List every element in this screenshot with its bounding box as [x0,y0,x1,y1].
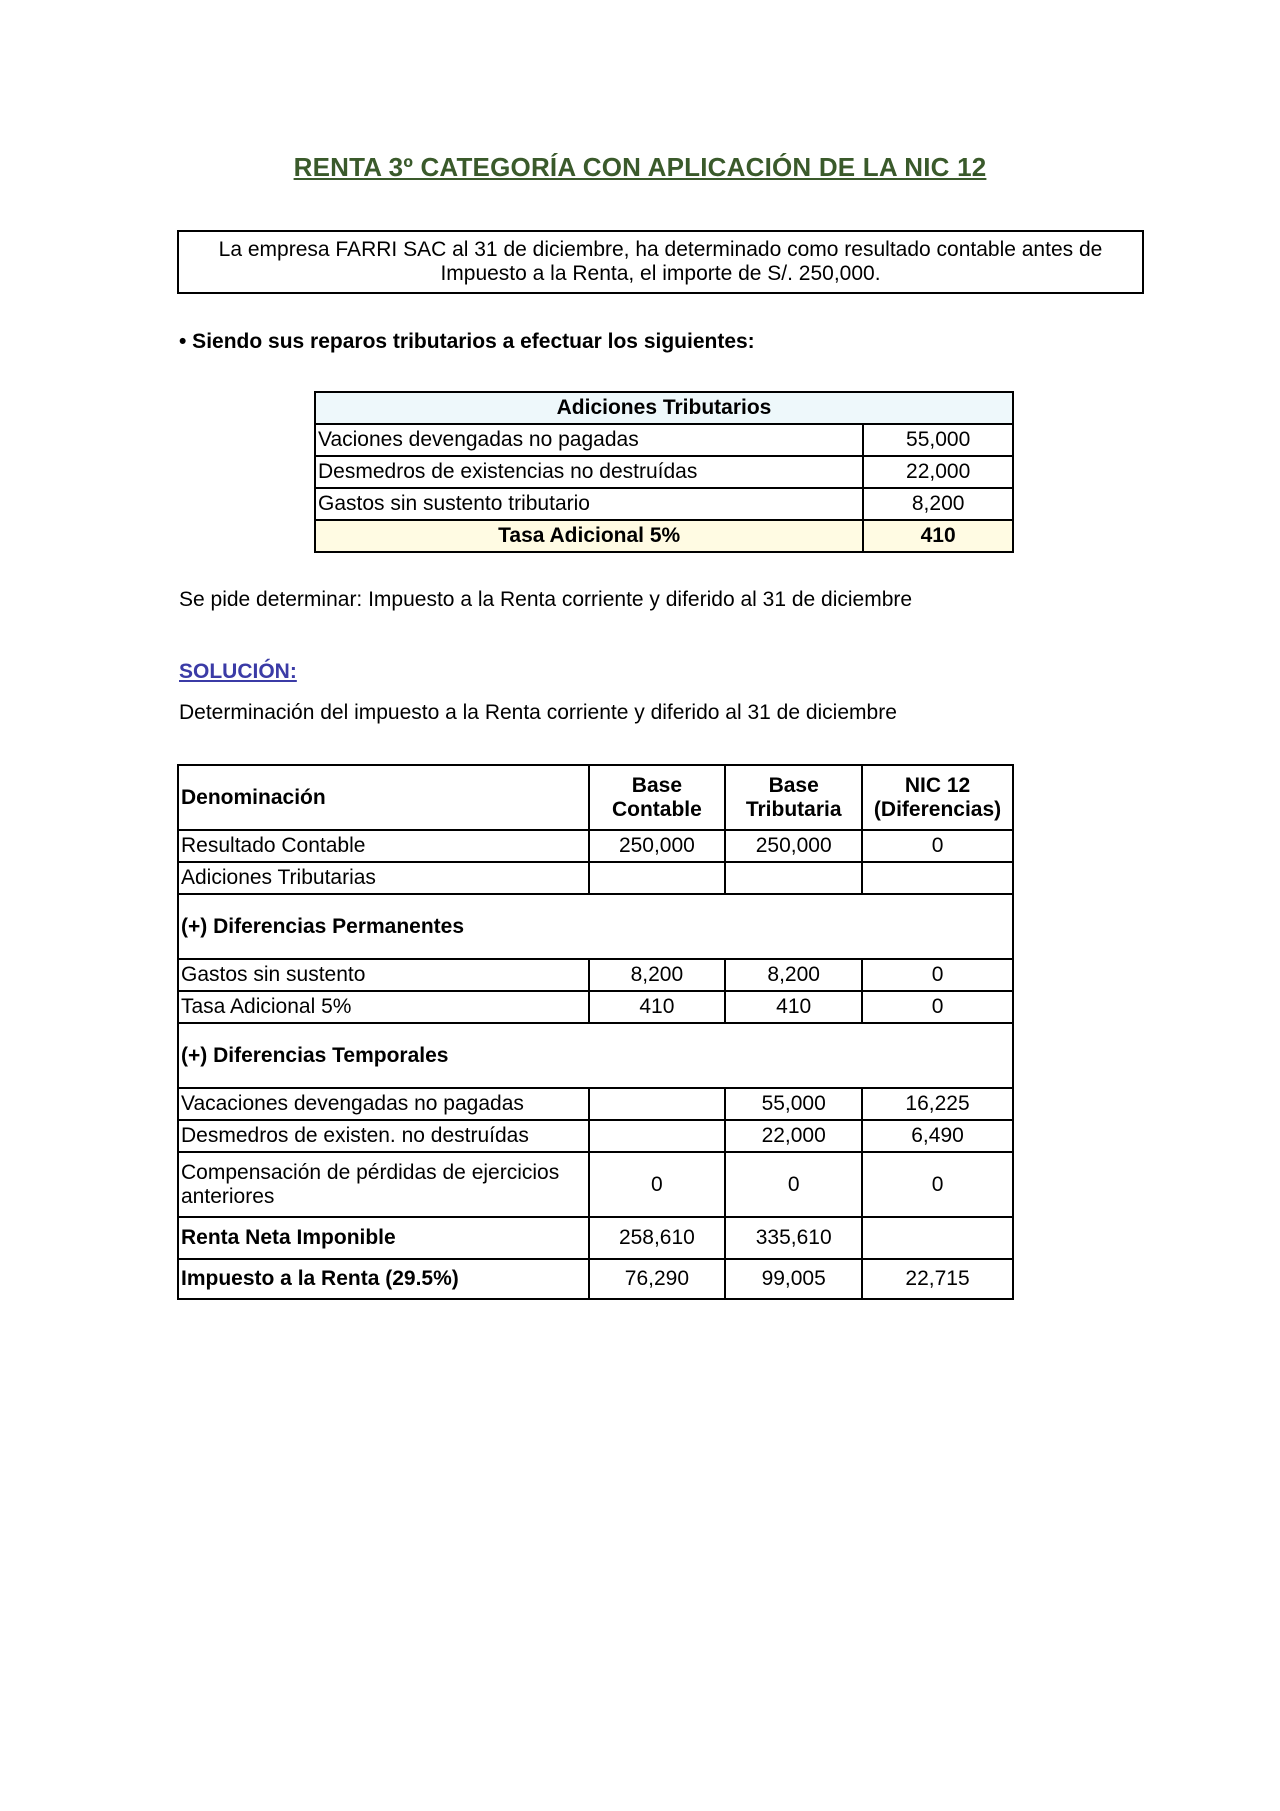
addition-label: Vaciones devengadas no pagadas [315,424,863,456]
cell-base-contable: 76,290 [589,1259,726,1299]
cell-nic12: 0 [862,1152,1013,1217]
solution-header-row [178,765,1013,830]
cell-base-contable [589,1120,726,1152]
cell-base-tributaria: 410 [725,991,862,1023]
addition-label: Gastos sin sustento tributario [315,488,863,520]
page-title: RENTA 3º CATEGORÍA CON APLICACIÓN DE LA NIC 12 [293,152,987,182]
table-row [178,830,1013,862]
cell-nic12: 16,225 [862,1088,1013,1120]
cell-base-tributaria: 99,005 [725,1259,862,1299]
cell-base-contable: 0 [589,1152,726,1217]
table-row [315,456,1013,488]
table-row-impuesto [178,1259,1013,1299]
section-row [178,1023,1013,1088]
intro-text: La empresa FARRI SAC al 31 de diciembre, ha determinado como resultado contable antes de Impuesto a la Renta, el importe de S/. 250,000. [218,238,1103,285]
intro-box [177,230,1144,294]
cell-nic12: 6,490 [862,1120,1013,1152]
additions-header-row [315,392,1013,424]
cell-base-contable: 250,000 [589,830,726,862]
cell-base-contable: 410 [589,991,726,1023]
additions-footer-row [315,520,1013,552]
table-row [178,1152,1013,1217]
cell-base-contable: 258,610 [589,1217,726,1259]
reparos-heading: • Siendo sus reparos tributarios a efectuar los siguientes: [179,330,755,353]
cell-base-tributaria: 22,000 [725,1120,862,1152]
cell-nic12: 0 [862,959,1013,991]
table-row [178,1120,1013,1152]
cell-base-tributaria: 0 [725,1152,862,1217]
addition-amount: 8,200 [863,488,1013,520]
cell-nic12 [862,862,1013,894]
cell-nic12: 0 [862,830,1013,862]
table-row [178,862,1013,894]
section-header-temporales: (+) Diferencias Temporales [178,1023,1013,1088]
row-label: Adiciones Tributarias [178,862,589,894]
table-row [178,959,1013,991]
addition-footer-label: Tasa Adicional 5% [315,520,863,552]
header-base-contable: Base Contable [589,765,726,830]
row-label: Impuesto a la Renta (29.5%) [178,1259,589,1299]
cell-base-tributaria: 8,200 [725,959,862,991]
solution-label: SOLUCIÓN: [179,660,297,683]
cell-nic12 [862,1217,1013,1259]
section-header-permanentes: (+) Diferencias Permanentes [178,894,1013,959]
solution-description: Determinación del impuesto a la Renta corriente y diferido al 31 de diciembre [179,701,897,724]
table-row-renta-neta [178,1217,1013,1259]
cell-nic12: 22,715 [862,1259,1013,1299]
cell-base-tributaria [725,862,862,894]
header-nic12: NIC 12 (Diferencias) [862,765,1013,830]
prompt-text: Se pide determinar: Impuesto a la Renta corriente y diferido al 31 de diciembre [179,588,913,611]
table-row [178,1088,1013,1120]
row-label: Gastos sin sustento [178,959,589,991]
header-base-tributaria: Base Tributaria [725,765,862,830]
table-row [315,424,1013,456]
addition-footer-amount: 410 [863,520,1013,552]
cell-base-contable [589,862,726,894]
addition-label: Desmedros de existencias no destruídas [315,456,863,488]
row-label: Vacaciones devengadas no pagadas [178,1088,589,1120]
row-label: Resultado Contable [178,830,589,862]
table-row [315,488,1013,520]
row-label: Compensación de pérdidas de ejercicios anteriores [178,1152,589,1217]
additions-table [314,391,1014,553]
solution-table [177,764,1014,1300]
additions-header: Adiciones Tributarios [315,392,1013,424]
row-label: Desmedros de existen. no destruídas [178,1120,589,1152]
header-denominacion: Denominación [178,765,589,830]
cell-base-tributaria: 335,610 [725,1217,862,1259]
addition-amount: 55,000 [863,424,1013,456]
addition-amount: 22,000 [863,456,1013,488]
section-row [178,894,1013,959]
cell-base-tributaria: 250,000 [725,830,862,862]
cell-base-contable: 8,200 [589,959,726,991]
row-label: Renta Neta Imponible [178,1217,589,1259]
table-row [178,991,1013,1023]
cell-nic12: 0 [862,991,1013,1023]
cell-base-contable [589,1088,726,1120]
cell-base-tributaria: 55,000 [725,1088,862,1120]
row-label: Tasa Adicional 5% [178,991,589,1023]
